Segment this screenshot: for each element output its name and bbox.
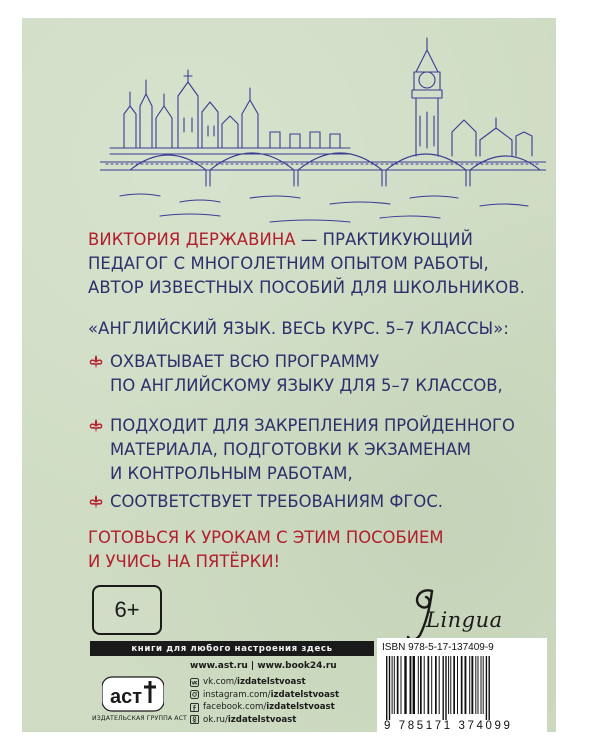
barcode-bar: [392, 656, 393, 714]
closing-line2: И УЧИСЬ НА ПЯТЁРКИ!: [88, 552, 281, 571]
feature-bullet-1-line1: ОХВАТЫВАЕТ ВСЮ ПРОГРАММУ: [110, 352, 380, 371]
social-prefix: instagram.com/: [203, 689, 271, 700]
age-rating-text: 6+: [114, 597, 140, 622]
barcode-bar: [439, 656, 440, 714]
ok-icon: [190, 715, 199, 724]
barcode-bar: [478, 656, 479, 714]
barcode-bar: [394, 656, 395, 714]
author-name: ВИКТОРИЯ ДЕРЖАВИНА: [88, 230, 296, 249]
barcode-guard-bar: [443, 656, 444, 720]
barcode-bar: [418, 656, 419, 714]
feature-bullet-2-line3: И КОНТРОЛЬНЫМ РАБОТАМ,: [110, 464, 353, 483]
social-handle: izdatelstvoast: [237, 677, 306, 688]
barcode-bar: [428, 656, 430, 714]
social-handle: izdatelstvoast: [270, 689, 340, 700]
barcode-number: 9 785171 374099: [384, 720, 513, 732]
social-link-vk: [190, 676, 339, 689]
social-link-instagram: [190, 689, 339, 702]
barcode-bar: [413, 656, 415, 714]
barcode-bar: [404, 656, 406, 714]
isbn-text: ISBN 978-5-17-137409-9: [382, 642, 494, 653]
barcode-bar: [475, 656, 476, 714]
barcode-bar: [481, 656, 482, 714]
barcode-guard-bar: [486, 656, 487, 720]
barcode-bar: [471, 656, 473, 714]
social-prefix: vk.com/: [203, 677, 238, 688]
tagline-text: книги для любого настроения здесь: [131, 643, 333, 654]
fleur-de-lis-icon: [88, 354, 104, 370]
barcode-bar: [420, 656, 422, 714]
instagram-icon: [190, 690, 199, 699]
barcode-bar: [461, 656, 463, 714]
barcode-bar: [397, 656, 399, 714]
barcode-guard-bar: [386, 656, 387, 720]
book-back-cover: [22, 18, 556, 732]
barcode-bar: [431, 656, 432, 714]
ast-publisher-logo: [102, 673, 164, 713]
social-prefix: facebook.com/: [203, 702, 267, 713]
barcode-bar: [401, 656, 402, 714]
social-link-ok: [190, 714, 339, 727]
publisher-websites: www.ast.ru | www.book24.ru: [190, 661, 337, 671]
vk-icon: [190, 678, 199, 687]
facebook-icon: [190, 703, 199, 712]
social-handle: izdatelstvoast: [266, 702, 335, 713]
closing-call-to-action: [88, 526, 443, 574]
barcode-bar: [469, 656, 470, 714]
fleur-de-lis-icon: [88, 494, 104, 510]
barcode-guard-bar: [389, 656, 390, 720]
feature-bullet-1: [88, 350, 538, 398]
book-title-line: [88, 317, 528, 341]
barcode-bar: [450, 656, 451, 714]
author-bio-line3: АВТОР ИЗВЕСТНЫХ ПОСОБИЙ ДЛЯ ШКОЛЬНИКОВ.: [88, 278, 525, 297]
barcode-bar: [448, 656, 449, 714]
author-bio-line2: ПЕДАГОГ С МНОГОЛЕТНИМ ОПЫТОМ РАБОТЫ,: [88, 254, 489, 273]
london-skyline-illustration: [100, 36, 546, 236]
social-links: [190, 676, 339, 726]
barcode-bar: [483, 656, 484, 714]
feature-bullet-2-line1: ПОДХОДИТ ДЛЯ ЗАКРЕПЛЕНИЯ ПРОЙДЕННОГО: [110, 416, 515, 435]
tagline-strip: [90, 641, 374, 656]
barcode-bar: [457, 656, 458, 714]
fleur-de-lis-icon: [88, 418, 104, 434]
barcode-bar: [465, 656, 467, 714]
barcode-bar: [410, 656, 412, 714]
lingua-imprint-name: Lingua: [426, 608, 503, 632]
author-bio: [88, 228, 528, 300]
age-rating-badge: [92, 585, 162, 635]
feature-bullet-2: [88, 414, 538, 486]
ast-logo-text: аст: [110, 686, 143, 708]
book-title-text: «АНГЛИЙСКИЙ ЯЗЫК. ВЕСЬ КУРС. 5–7 КЛАССЫ»:: [88, 319, 509, 338]
barcode-guard-bar: [445, 656, 446, 720]
isbn-barcode: [384, 656, 542, 720]
barcode-bar: [435, 656, 437, 714]
closing-line1: ГОТОВЬСЯ К УРОКАМ С ЭТИМ ПОСОБИЕМ: [88, 528, 444, 547]
barcode-bar: [453, 656, 455, 714]
feature-bullet-3-line1: СООТВЕТСТВУЕТ ТРЕБОВАНИЯМ ФГОС.: [110, 492, 443, 511]
barcode-bar: [424, 656, 425, 714]
social-link-facebook: [190, 701, 339, 714]
social-prefix: ok.ru/: [203, 714, 228, 725]
feature-bullet-3: [88, 490, 538, 514]
feature-bullet-2-line2: МАТЕРИАЛА, ПОДГОТОВКИ К ЭКЗАМЕНАМ: [110, 440, 472, 459]
social-handle: izdatelstvoast: [227, 714, 297, 725]
barcode-guard-bar: [489, 656, 490, 720]
publisher-caption: ИЗДАТЕЛЬСКАЯ ГРУППА АСТ: [92, 715, 187, 722]
feature-bullet-1-line2: ПО АНГЛИЙСКОМУ ЯЗЫКУ ДЛЯ 5–7 КЛАССОВ,: [110, 376, 503, 395]
author-bio-line1: — ПРАКТИКУЮЩИЙ: [295, 230, 473, 249]
